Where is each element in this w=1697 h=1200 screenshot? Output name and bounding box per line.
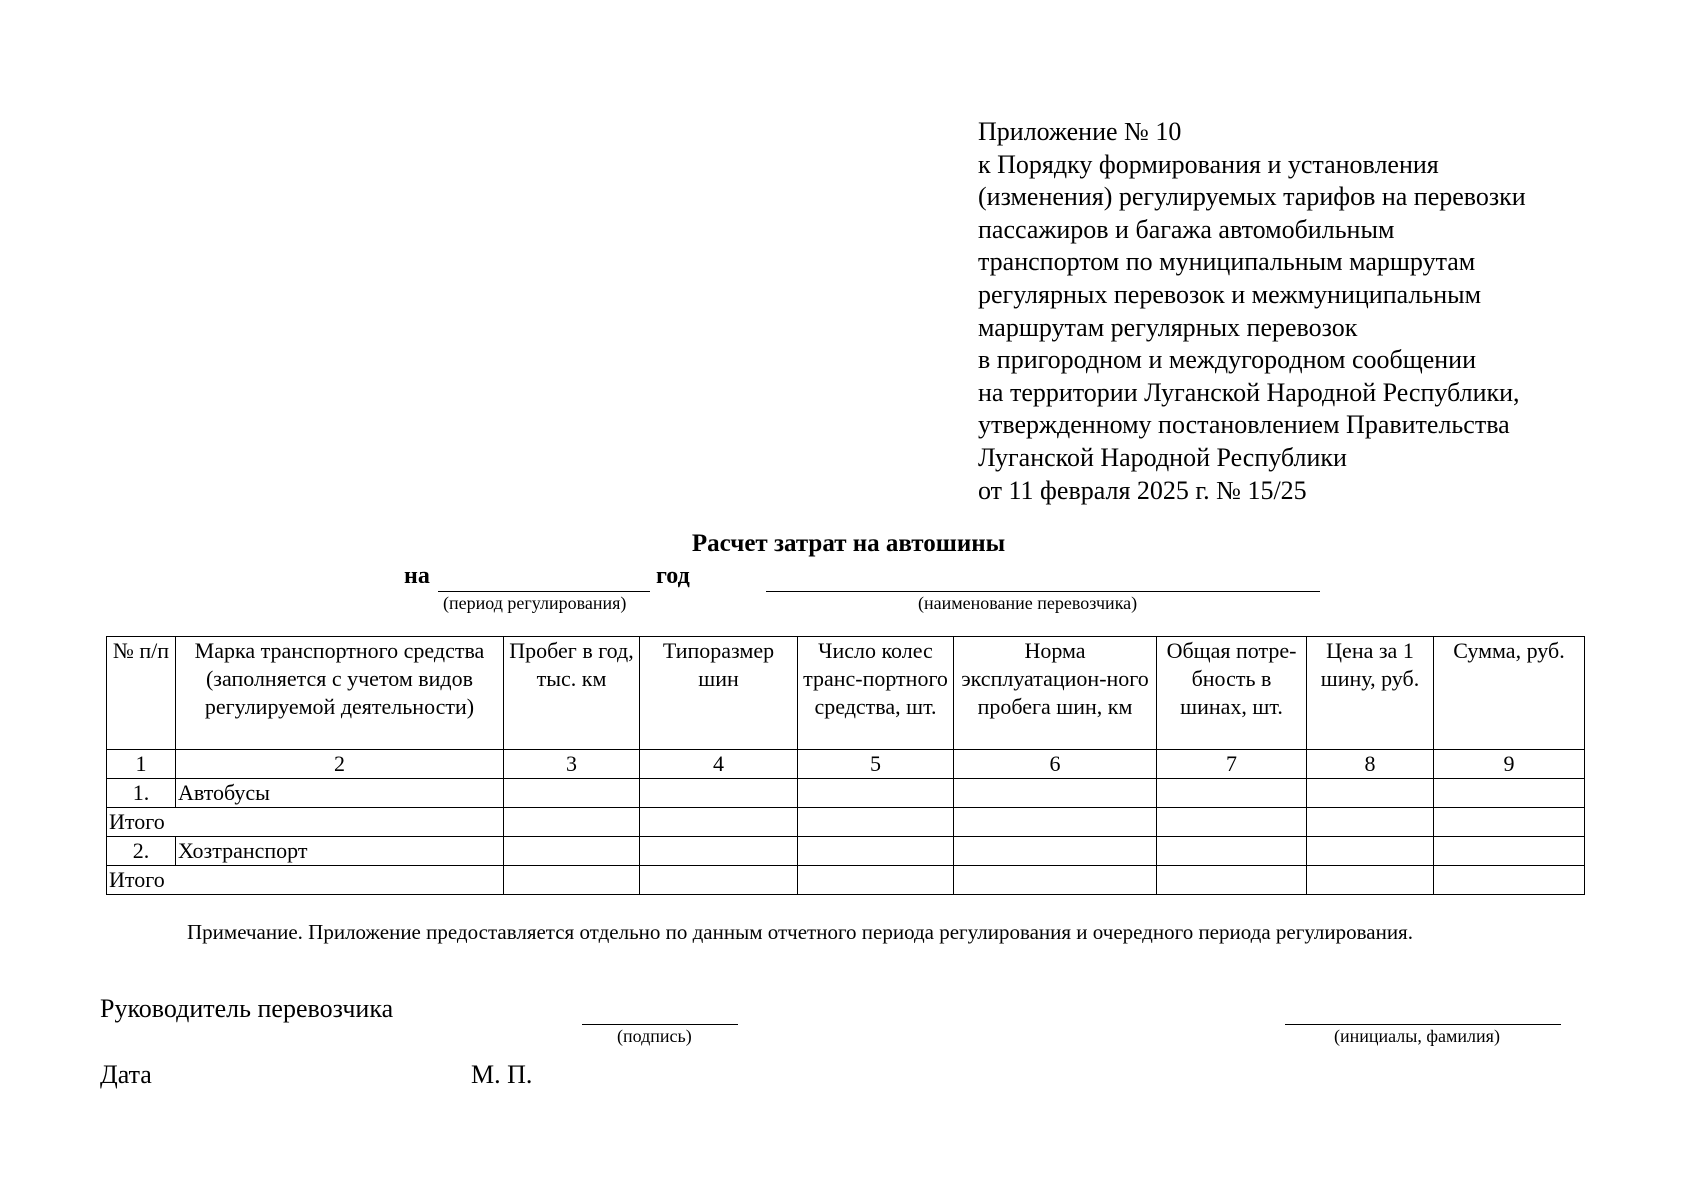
signatory-role: Руководитель перевозчика xyxy=(100,994,394,1023)
period-caption: (период регулирования) xyxy=(443,593,627,613)
empty-cell[interactable] xyxy=(1157,779,1307,808)
annex-header xyxy=(978,116,1526,507)
empty-cell[interactable] xyxy=(640,808,798,837)
empty-cell[interactable] xyxy=(1307,779,1434,808)
annex-line: на территории Луганской Народной Республики, xyxy=(978,377,1520,407)
column-number: 3 xyxy=(504,750,640,779)
empty-cell[interactable] xyxy=(1307,866,1434,895)
total-label: Итого xyxy=(107,808,504,837)
annex-line: пассажиров и багажа автомобильным xyxy=(978,214,1395,244)
empty-cell[interactable] xyxy=(504,837,640,866)
empty-cell[interactable] xyxy=(640,837,798,866)
column-number: 8 xyxy=(1307,750,1434,779)
column-number: 6 xyxy=(954,750,1157,779)
empty-cell[interactable] xyxy=(1434,779,1585,808)
empty-cell[interactable] xyxy=(798,837,954,866)
empty-cell[interactable] xyxy=(1307,808,1434,837)
empty-cell[interactable] xyxy=(504,779,640,808)
empty-cell[interactable] xyxy=(798,866,954,895)
column-number: 1 xyxy=(107,750,176,779)
header-cell: Число колес транс-портного средства, шт. xyxy=(798,637,954,750)
header-cell: Марка транспортного средства (заполняется с учетом видов регулируемой деятельности) xyxy=(176,637,504,750)
row-number: 1. xyxy=(107,779,176,808)
column-number: 5 xyxy=(798,750,954,779)
table-row xyxy=(107,837,1585,866)
period-suffix: год xyxy=(656,563,690,589)
empty-cell[interactable] xyxy=(1307,837,1434,866)
header-cell: № п/п xyxy=(107,637,176,750)
period-input-line[interactable] xyxy=(438,565,650,592)
header-cell: Норма эксплуатацион-ного пробега шин, км xyxy=(954,637,1157,750)
table-row xyxy=(107,779,1585,808)
signature-line[interactable] xyxy=(582,1004,738,1025)
empty-cell[interactable] xyxy=(798,779,954,808)
document-title: Расчет затрат на автошины xyxy=(691,530,1006,557)
empty-cell[interactable] xyxy=(954,808,1157,837)
annex-line: Луганской Народной Республики xyxy=(978,442,1347,472)
table-header-row xyxy=(107,637,1585,750)
column-number: 4 xyxy=(640,750,798,779)
annex-line: утвержденному постановлением Правительства xyxy=(978,410,1510,440)
empty-cell[interactable] xyxy=(504,866,640,895)
empty-cell[interactable] xyxy=(1157,866,1307,895)
empty-cell[interactable] xyxy=(1434,808,1585,837)
empty-cell[interactable] xyxy=(954,779,1157,808)
signature-caption: (подпись) xyxy=(617,1026,692,1046)
column-number: 7 xyxy=(1157,750,1307,779)
annex-line: маршрутам регулярных перевозок xyxy=(978,312,1358,342)
annex-line: регулярных перевозок и межмуниципальным xyxy=(978,279,1482,309)
empty-cell[interactable] xyxy=(954,866,1157,895)
total-label: Итого xyxy=(107,866,504,895)
empty-cell[interactable] xyxy=(640,779,798,808)
name-caption: (инициалы, фамилия) xyxy=(1334,1026,1500,1046)
column-number: 9 xyxy=(1434,750,1585,779)
name-line[interactable] xyxy=(1285,1004,1561,1025)
column-number-row xyxy=(107,750,1585,779)
empty-cell[interactable] xyxy=(1157,837,1307,866)
stamp-label: М. П. xyxy=(471,1060,533,1089)
empty-cell[interactable] xyxy=(1434,866,1585,895)
empty-cell[interactable] xyxy=(640,866,798,895)
header-cell: Пробег в год, тыс. км xyxy=(504,637,640,750)
date-label: Дата xyxy=(100,1060,152,1089)
vehicle-brand-cell: Хозтранспорт xyxy=(176,837,504,866)
annex-line: к Порядку формирования и установления xyxy=(978,149,1439,179)
carrier-caption: (наименование перевозчика) xyxy=(918,593,1138,613)
carrier-name-input-line[interactable] xyxy=(766,565,1320,592)
note-paragraph: Примечание. Приложение предоставляется отдельно по данным отчетного периода регулирования и очередного периода регулирования. xyxy=(187,920,1413,944)
column-number: 2 xyxy=(176,750,504,779)
header-cell: Сумма, руб. xyxy=(1434,637,1585,750)
table-total-row xyxy=(107,866,1585,895)
tire-cost-table xyxy=(106,636,1585,895)
header-cell: Общая потре-бность в шинах, шт. xyxy=(1157,637,1307,750)
annex-line: в пригородном и междугородном сообщении xyxy=(978,345,1477,375)
empty-cell[interactable] xyxy=(954,837,1157,866)
period-prefix: на xyxy=(404,563,430,589)
header-cell: Цена за 1 шину, руб. xyxy=(1307,637,1434,750)
header-cell: Типоразмер шин xyxy=(640,637,798,750)
empty-cell[interactable] xyxy=(1157,808,1307,837)
annex-line: (изменения) регулируемых тарифов на перевозки xyxy=(978,182,1526,212)
vehicle-brand-cell: Автобусы xyxy=(176,779,504,808)
empty-cell[interactable] xyxy=(1434,837,1585,866)
annex-line: транспортом по муниципальным маршрутам xyxy=(978,247,1476,277)
table-total-row xyxy=(107,808,1585,837)
annex-line: от 11 февраля 2025 г. № 15/25 xyxy=(978,475,1307,505)
empty-cell[interactable] xyxy=(504,808,640,837)
empty-cell[interactable] xyxy=(798,808,954,837)
annex-line: Приложение № 10 xyxy=(978,117,1182,146)
row-number: 2. xyxy=(107,837,176,866)
